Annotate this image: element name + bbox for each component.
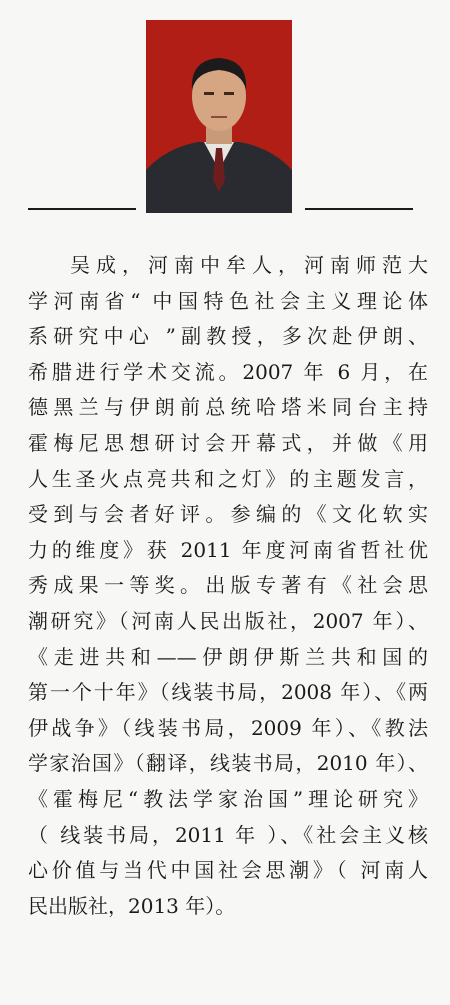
author-photo — [146, 20, 292, 213]
bio-line: 系研究中心 ”副教授，多次赴伊朗、 — [28, 324, 428, 349]
author-portrait — [146, 20, 292, 213]
bio-line: 第一个十年》（线装书局，2008 年）、《两 — [28, 680, 428, 705]
right-divider — [305, 208, 413, 210]
bio-line: 学河南省“ 中国特色社会主义理论体 — [28, 288, 428, 313]
bio-line: 民出版社，2013 年）。 — [28, 893, 236, 918]
bio-line: 学家治国》（翻译，线装书局，2010 年）、 — [28, 751, 428, 776]
bio-line: 受到与会者好评。参编的《文化软实 — [28, 502, 428, 527]
bio-line: 力的维度》获 2011 年度河南省哲社优 — [28, 537, 428, 562]
author-bio — [28, 248, 428, 924]
bio-line: 秀成果一等奖。出版专著有《社会思 — [28, 573, 428, 598]
bio-line: 心价值与当代中国社会思潮》（ 河南人 — [28, 858, 428, 883]
left-divider — [28, 208, 136, 210]
bio-line: 《走进共和——伊朗伊斯兰共和国的 — [28, 644, 428, 669]
bio-line: 德黑兰与伊朗前总统哈塔米同台主持 — [28, 395, 428, 420]
bio-line: 潮研究》（河南人民出版社，2007 年）、 — [28, 608, 428, 633]
bio-line: 希腊进行学术交流。2007 年 6 月，在 — [28, 359, 428, 384]
bio-line: 霍梅尼思想研讨会开幕式，并做《用 — [28, 430, 428, 455]
bio-line: 伊战争》（线装书局，2009 年）、《教法 — [28, 715, 428, 740]
bio-line: （ 线装书局，2011 年 ）、《社会主义核 — [28, 822, 428, 847]
bio-line: 《霍梅尼“教法学家治国”理论研究》 — [28, 786, 428, 811]
bio-line: 吴成，河南中牟人，河南师范大 — [70, 253, 428, 277]
bio-line: 人生圣火点亮共和之灯》的主题发言， — [28, 466, 428, 491]
